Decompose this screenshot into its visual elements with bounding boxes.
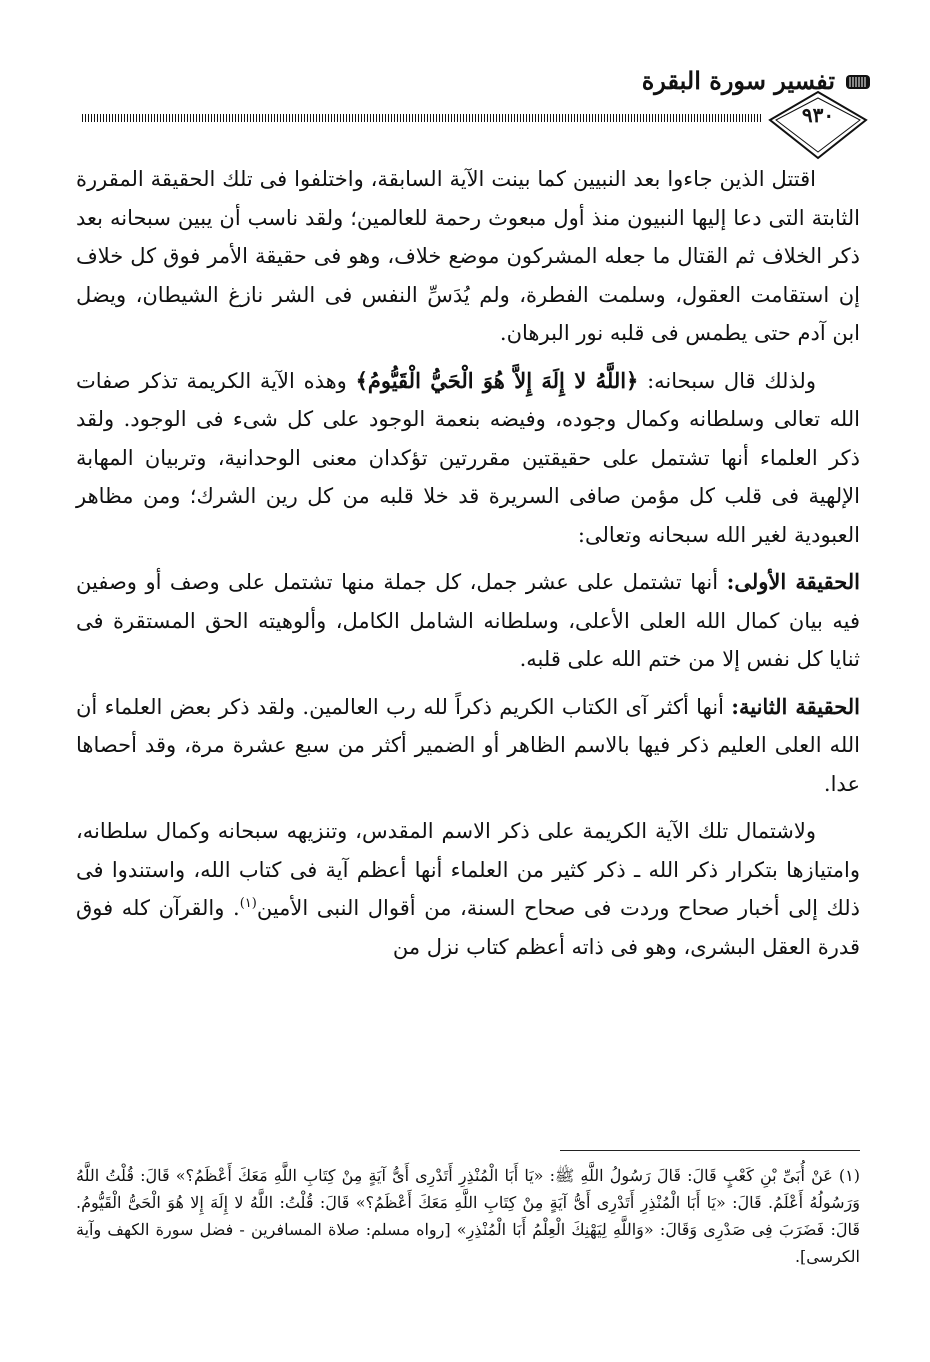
paragraph-text: أنها تشتمل على عشر جمل، كل جملة منها تشتمل على وصف أو وصفين فيه بيان كمال الله العلى الأعلى، وسلطانه الشامل الكامل، وألوهيته الحق المستقرة فى ثنايا كل نفس إلا من ختم الله على قلبه.	[76, 570, 860, 671]
paragraph-lead: ولذلك قال سبحانه:	[647, 368, 816, 393]
paragraph	[76, 563, 860, 679]
running-title: تفسير سورة البقرة	[641, 66, 835, 95]
section-term: الحقيقة الثانية:	[731, 693, 860, 719]
footnote-rule	[560, 1150, 860, 1151]
footnote-reference[interactable]: (١)	[239, 896, 257, 911]
paragraph	[76, 812, 860, 966]
header-ornament-icon	[844, 73, 872, 91]
main-text	[76, 160, 860, 975]
footnote: (١) عَنْ أُبَىِّ بْنِ كَعْبٍ قَالَ: قَالَ رَسُولُ اللَّهِ ﷺ: «يَا أَبَا الْمُنْذِرِ أَتَدْرِى أَىُّ آيَةٍ مِنْ كِتَابِ اللَّهِ مَعَكَ أَعْظَمُ؟» قَالَ: قُلْتُ اللَّهُ وَرَسُولُهُ أَعْلَمُ. قَالَ: «يَا أَبَا الْمُنْذِرِ أَتَدْرِى أَىُّ آيَةٍ مِنْ كِتَابِ اللَّهِ مَعَكَ أَعْظَمُ؟» قَالَ: قُلْتُ: اللَّهُ لا إِلَهَ إِلا هُوَ الْحَىُّ الْقَيُّومُ. قَالَ: فَضَرَبَ فِى صَدْرِى وَقَالَ: «وَاللَّهِ لِيَهْنِكَ الْعِلْمُ أَبَا الْمُنْذِرِ» [رواه مسلم: صلاة المسافرين - فضل سورة الكهف وآية الكرسى].	[76, 1166, 861, 1266]
paragraph-text: . والقرآن كله فوق قدرة العقل البشرى، وهو فى ذاته أعظم كتاب نزل من	[76, 896, 860, 959]
paragraph: اقتتل الذين جاءوا بعد النبيين كما بينت الآية السابقة، واختلفوا فى تلك الحقيقة المقررة الثابتة التى دعا إليها النبيون منذ أول مبعوث رحمة للعالمين؛ ولقد ناسب أن يبين سبحانه بعد ذكر الخلاف ثم القتال ما جعله المشركون موضع خلاف، وهو فى حقيقة الأمر فوق كل خلاف إن استقامت العقول، وسلمت الفطرة، ولم يُدَسِّ النفس فى الشر نازغ الشيطان، ويضل ابن آدم حتى يطمس فى قلبه نور البرهان.	[76, 167, 860, 345]
paragraph-text: أنها أكثر آى الكتاب الكريم ذكراً لله رب العالمين. ولقد ذكر بعض العلماء أن الله العلى العليم ذكر فيها بالاسم الظاهر أو الضمير أكثر من سبع عشرة مرة، وقد أحصاها عدا.	[76, 694, 861, 796]
footnotes	[76, 1162, 860, 1270]
quran-verse: ﴿اللَّهُ لا إِلَهَ إِلاَّ هُوَ الْحَيُّ الْقَيُّومُ﴾	[355, 367, 639, 393]
paragraph	[76, 688, 860, 804]
page-number: ٩٣٠	[801, 103, 835, 127]
paragraph-text: ولاشتمال تلك الآية الكريمة على ذكر الاسم المقدس، وتنزيهه سبحانه وكمال سلطانه، وامتيازها بتكرار ذكر الله ـ ذكر كثير من العلماء أنها أعظم آية فى كتاب الله، واستندوا فى ذلك إلى أخبار صحاح وردت فى صحاح السنة، من أقوال النبى الأمين	[76, 819, 860, 920]
paragraph-text: وهذه الآية الكريمة تذكر صفات الله تعالى وسلطانه وكمال وجوده، وفيضه بنعمة الوجود على كل شىء فى الوجود. ولقد ذكر العلماء أنها تشتمل على حقيقتين مقررتين تؤكدان معنى الوحدانية، وتربيان المهابة الإلهية فى قلب كل مؤمن صافى السريرة قد خلا قلبه من كل رين الشرك؛ ومن مظاهر العبودية لغير الله سبحانه وتعالى:	[76, 368, 860, 547]
header-rule	[82, 114, 762, 122]
section-term: الحقيقة الأولى:	[726, 569, 860, 594]
paragraph	[76, 362, 860, 555]
